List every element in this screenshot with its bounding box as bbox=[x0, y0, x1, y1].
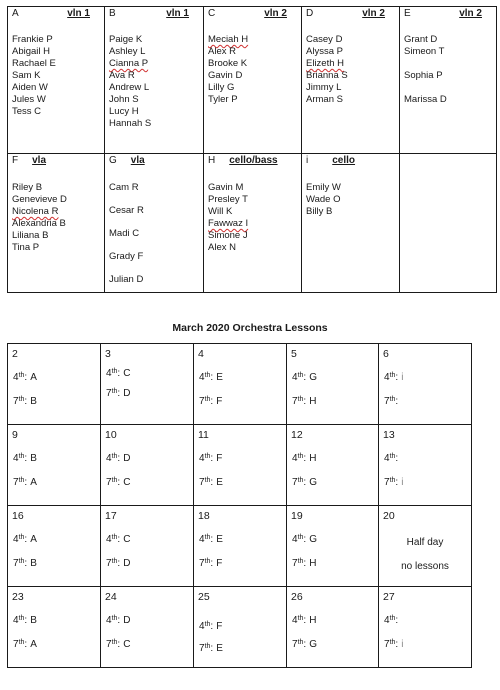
period-group: A bbox=[30, 534, 37, 545]
member-name: Gavin D bbox=[208, 70, 243, 81]
member-name: Tess C bbox=[12, 106, 42, 117]
ordinal-suffix: th bbox=[389, 372, 396, 379]
period-number: 7 bbox=[106, 639, 112, 650]
period-7-slot: 7th: G bbox=[292, 477, 317, 488]
group-instrument: vln 2 bbox=[362, 8, 385, 19]
no-lessons-note-line: no lessons bbox=[401, 561, 449, 572]
group-cell-d bbox=[302, 7, 400, 154]
group-cell-h bbox=[204, 154, 302, 293]
calendar-day-cell bbox=[101, 587, 194, 668]
no-lessons-note-line: Half day bbox=[406, 537, 444, 548]
group-instrument: vla bbox=[32, 155, 47, 166]
member-name: Alex N bbox=[208, 242, 236, 253]
period-number: 7 bbox=[13, 396, 19, 407]
group-header bbox=[302, 154, 399, 168]
group-instrument: cello/bass bbox=[229, 155, 278, 166]
ordinal-suffix: th bbox=[389, 477, 396, 484]
period-group: H bbox=[309, 396, 317, 407]
period-number: 4 bbox=[292, 615, 298, 626]
day-number: 26 bbox=[291, 591, 303, 603]
member-name: Jules W bbox=[12, 94, 46, 105]
day-number: 25 bbox=[198, 591, 210, 603]
period-number: 7 bbox=[292, 396, 298, 407]
member-name: Tyler P bbox=[208, 94, 238, 105]
calendar-day-cell bbox=[287, 587, 379, 668]
group-cell-a bbox=[8, 7, 105, 154]
day-number: 4 bbox=[198, 348, 204, 360]
period-group: D bbox=[123, 388, 131, 399]
day-number: 10 bbox=[105, 429, 117, 441]
period-number: 4 bbox=[106, 368, 112, 379]
member-name: Sam K bbox=[12, 70, 41, 81]
period-7-slot: 7th: E bbox=[199, 643, 223, 654]
period-number: 7 bbox=[384, 639, 390, 650]
period-group: G bbox=[309, 477, 317, 488]
period-group: E bbox=[216, 372, 223, 383]
ordinal-suffix: th bbox=[111, 477, 118, 484]
day-number: 17 bbox=[105, 510, 117, 522]
group-letter: D bbox=[306, 8, 314, 19]
lesson-groups-table bbox=[7, 6, 497, 293]
period-number: 7 bbox=[384, 477, 390, 488]
ordinal-suffix: th bbox=[297, 639, 304, 646]
ordinal-suffix: th bbox=[204, 477, 211, 484]
day-number: 2 bbox=[12, 348, 18, 360]
ordinal-suffix: th bbox=[111, 388, 118, 395]
ordinal-suffix: th bbox=[18, 615, 25, 622]
day-number: 19 bbox=[291, 510, 303, 522]
calendar-day-cell bbox=[8, 506, 101, 587]
period-group: B bbox=[30, 615, 37, 626]
period-4-slot: 4th: A bbox=[13, 372, 37, 383]
group-instrument: vla bbox=[130, 155, 145, 166]
member-name: Casey D bbox=[306, 34, 343, 45]
day-number: 9 bbox=[12, 429, 18, 441]
period-4-slot: 4th: B bbox=[13, 453, 37, 464]
period-group: B bbox=[30, 453, 37, 464]
member-name: Alexandria B bbox=[12, 218, 66, 229]
member-name: Liliana B bbox=[12, 230, 49, 241]
member-name: Paige K bbox=[109, 34, 143, 45]
period-number: 7 bbox=[199, 643, 205, 654]
period-group: E bbox=[216, 643, 223, 654]
ordinal-suffix: th bbox=[18, 453, 25, 460]
member-name: Elizeth H bbox=[306, 58, 345, 69]
calendar-day-cell bbox=[194, 344, 287, 425]
member-name: Ava R bbox=[109, 70, 135, 81]
period-number: 7 bbox=[199, 558, 205, 569]
calendar-day-cell bbox=[194, 506, 287, 587]
ordinal-suffix: th bbox=[111, 615, 118, 622]
group-letter: A bbox=[12, 8, 19, 19]
period-7-slot: 7th: B bbox=[13, 558, 37, 569]
ordinal-suffix: th bbox=[18, 372, 25, 379]
calendar-day-cell bbox=[8, 344, 101, 425]
period-7-slot: 7th: B bbox=[13, 396, 37, 407]
member-name: Aiden W bbox=[12, 82, 48, 93]
period-number: 7 bbox=[292, 477, 298, 488]
group-members bbox=[204, 21, 301, 106]
period-number: 4 bbox=[13, 372, 19, 383]
period-group: H bbox=[309, 558, 317, 569]
day-number: 12 bbox=[291, 429, 303, 441]
period-7-slot: 7th: D bbox=[106, 558, 131, 569]
ordinal-suffix: th bbox=[18, 396, 25, 403]
group-instrument: cello bbox=[332, 155, 356, 166]
calendar-day-cell bbox=[194, 587, 287, 668]
period-7-slot: 7th: C bbox=[106, 639, 131, 650]
member-name: Madi C bbox=[109, 228, 140, 239]
member-name: Arman S bbox=[306, 94, 343, 105]
period-group: G bbox=[309, 534, 317, 545]
member-name: Alex R bbox=[208, 46, 236, 57]
ordinal-suffix: th bbox=[297, 534, 304, 541]
period-number: 7 bbox=[106, 477, 112, 488]
member-name: Andrew L bbox=[109, 82, 150, 93]
group-header bbox=[8, 7, 104, 21]
member-name: Marissa D bbox=[404, 94, 447, 105]
group-members bbox=[400, 21, 496, 106]
ordinal-suffix: th bbox=[204, 396, 211, 403]
period-group: C bbox=[123, 534, 131, 545]
period-4-slot: 4th: D bbox=[106, 615, 131, 626]
period-4-slot: 4th: C bbox=[106, 368, 131, 379]
group-members bbox=[8, 168, 104, 254]
group-cell-f bbox=[8, 154, 105, 293]
day-number: 3 bbox=[105, 348, 111, 360]
group-letter: i bbox=[306, 155, 309, 166]
group-cell-empty bbox=[400, 154, 497, 293]
member-name: Tina P bbox=[12, 242, 40, 253]
group-members bbox=[8, 21, 104, 118]
ordinal-suffix: th bbox=[204, 643, 211, 650]
period-number: 4 bbox=[199, 453, 205, 464]
period-group: F bbox=[216, 558, 223, 569]
period-group: F bbox=[216, 396, 223, 407]
calendar-day-cell bbox=[101, 506, 194, 587]
calendar-day-cell bbox=[8, 587, 101, 668]
ordinal-suffix: th bbox=[18, 639, 25, 646]
period-number: 4 bbox=[199, 621, 205, 632]
member-name: Billy B bbox=[306, 206, 333, 217]
period-group: A bbox=[30, 477, 37, 488]
period-4-slot: 4th: B bbox=[13, 615, 37, 626]
groups-row-violin bbox=[8, 7, 497, 154]
period-number: 4 bbox=[292, 534, 298, 545]
group-header bbox=[400, 7, 496, 21]
calendar-week bbox=[8, 506, 472, 587]
group-cell-c bbox=[204, 7, 302, 154]
member-name: Rachael E bbox=[12, 58, 56, 69]
ordinal-suffix: th bbox=[111, 558, 118, 565]
period-group: D bbox=[123, 558, 131, 569]
member-name: Grady F bbox=[109, 251, 144, 262]
day-number: 20 bbox=[383, 510, 395, 522]
member-name: Lucy H bbox=[109, 106, 139, 117]
day-number: 6 bbox=[383, 348, 389, 360]
period-number: 7 bbox=[106, 388, 112, 399]
calendar-week bbox=[8, 425, 472, 506]
period-7-slot: 7th: A bbox=[13, 639, 37, 650]
group-letter: F bbox=[12, 155, 19, 166]
period-number: 4 bbox=[384, 453, 390, 464]
period-number: 7 bbox=[13, 477, 19, 488]
calendar-day-cell bbox=[287, 506, 379, 587]
member-name: Frankie P bbox=[12, 34, 53, 45]
ordinal-suffix: th bbox=[111, 534, 118, 541]
group-members bbox=[302, 168, 399, 218]
period-number: 7 bbox=[292, 639, 298, 650]
calendar-week bbox=[8, 344, 472, 425]
period-4-slot: 4th: G bbox=[292, 534, 317, 545]
period-number: 4 bbox=[292, 453, 298, 464]
group-letter: G bbox=[109, 155, 117, 166]
calendar-week bbox=[8, 587, 472, 668]
period-number: 4 bbox=[384, 615, 390, 626]
member-name: Brooke K bbox=[208, 58, 248, 69]
member-name: Meciah H bbox=[208, 34, 249, 45]
period-7-slot: 7th: i bbox=[384, 639, 404, 650]
period-number: 4 bbox=[199, 534, 205, 545]
group-header bbox=[204, 154, 301, 168]
period-group: C bbox=[123, 477, 131, 488]
period-7-slot: 7th: A bbox=[13, 477, 37, 488]
ordinal-suffix: th bbox=[204, 621, 211, 628]
ordinal-suffix: th bbox=[297, 372, 304, 379]
day-number: 11 bbox=[198, 429, 209, 441]
period-group: A bbox=[30, 372, 37, 383]
period-number: 7 bbox=[13, 558, 19, 569]
group-cell-e bbox=[400, 7, 497, 154]
day-number: 5 bbox=[291, 348, 297, 360]
period-group: C bbox=[123, 639, 131, 650]
member-name: Fawwaz I bbox=[208, 218, 249, 229]
group-cell-b bbox=[105, 7, 204, 154]
period-number: 4 bbox=[292, 372, 298, 383]
period-4-slot: 4th: H bbox=[292, 615, 317, 626]
calendar-day-cell bbox=[379, 344, 472, 425]
period-7-slot: 7th: H bbox=[292, 558, 317, 569]
groups-row-low-strings bbox=[8, 154, 497, 293]
group-letter: H bbox=[208, 155, 216, 166]
calendar-day-cell bbox=[8, 425, 101, 506]
member-name: Simeon T bbox=[404, 46, 445, 57]
group-letter: E bbox=[404, 8, 411, 19]
period-group: A bbox=[30, 639, 37, 650]
period-number: 4 bbox=[199, 372, 205, 383]
member-name: Simone J bbox=[208, 230, 248, 241]
day-number: 16 bbox=[12, 510, 24, 522]
ordinal-suffix: th bbox=[18, 558, 25, 565]
day-number: 13 bbox=[383, 429, 395, 441]
member-name: Cam R bbox=[109, 182, 139, 193]
period-group: H bbox=[309, 453, 317, 464]
group-header bbox=[105, 154, 203, 168]
period-7-slot: 7th: i bbox=[384, 477, 404, 488]
group-instrument: vln 1 bbox=[67, 8, 90, 19]
calendar-day-cell bbox=[287, 425, 379, 506]
member-name: Abigail H bbox=[12, 46, 51, 57]
group-members bbox=[204, 168, 301, 254]
ordinal-suffix: th bbox=[111, 368, 118, 375]
group-members bbox=[105, 21, 203, 130]
period-7-slot: 7th: C bbox=[106, 477, 131, 488]
period-group: G bbox=[309, 639, 317, 650]
period-4-slot: 4th: E bbox=[199, 534, 223, 545]
group-instrument: vln 1 bbox=[166, 8, 189, 19]
member-name: Brianna S bbox=[306, 70, 348, 81]
period-number: 4 bbox=[106, 453, 112, 464]
ordinal-suffix: th bbox=[389, 639, 396, 646]
group-members bbox=[105, 168, 203, 291]
member-name: Will K bbox=[208, 206, 233, 217]
period-group: i bbox=[401, 639, 404, 650]
calendar-day-cell bbox=[379, 506, 472, 587]
period-group: E bbox=[216, 477, 223, 488]
member-name: Cesar R bbox=[109, 205, 144, 216]
calendar-day-cell bbox=[379, 425, 472, 506]
day-number: 27 bbox=[383, 591, 395, 603]
period-number: 4 bbox=[13, 453, 19, 464]
period-4-slot: 4th: F bbox=[199, 453, 223, 464]
group-header bbox=[105, 7, 203, 21]
ordinal-suffix: th bbox=[297, 477, 304, 484]
period-7-slot: 7th: F bbox=[199, 558, 223, 569]
member-name: Lilly G bbox=[208, 82, 235, 93]
ordinal-suffix: th bbox=[297, 453, 304, 460]
group-instrument: vln 2 bbox=[264, 8, 287, 19]
period-number: 4 bbox=[384, 372, 390, 383]
group-header bbox=[8, 154, 104, 168]
member-name: Grant D bbox=[404, 34, 438, 45]
ordinal-suffix: th bbox=[18, 534, 25, 541]
member-name: Alyssa P bbox=[306, 46, 343, 57]
period-7-slot: 7th: H bbox=[292, 396, 317, 407]
ordinal-suffix: th bbox=[18, 477, 25, 484]
calendar-day-cell bbox=[379, 587, 472, 668]
period-7-slot: 7th: G bbox=[292, 639, 317, 650]
period-number: 4 bbox=[106, 534, 112, 545]
period-number: 4 bbox=[106, 615, 112, 626]
ordinal-suffix: th bbox=[111, 639, 118, 646]
group-cell-i bbox=[302, 154, 400, 293]
period-number: 4 bbox=[13, 615, 19, 626]
calendar-day-cell bbox=[287, 344, 379, 425]
period-4-slot: 4th: i bbox=[384, 372, 404, 383]
member-name: Riley B bbox=[12, 182, 43, 193]
group-instrument: vln 2 bbox=[459, 8, 482, 19]
member-name: Ashley L bbox=[109, 46, 146, 57]
calendar-day-cell bbox=[194, 425, 287, 506]
period-4-slot: 4th: E bbox=[199, 372, 223, 383]
period-number: 7 bbox=[384, 396, 390, 407]
period-4-slot: 4th: C bbox=[106, 534, 131, 545]
period-4-slot: 4th: bbox=[384, 615, 399, 626]
day-number: 18 bbox=[198, 510, 210, 522]
group-letter: B bbox=[109, 8, 116, 19]
period-group: B bbox=[30, 396, 37, 407]
period-number: 4 bbox=[13, 534, 19, 545]
ordinal-suffix: th bbox=[204, 534, 211, 541]
ordinal-suffix: th bbox=[204, 558, 211, 565]
period-number: 7 bbox=[199, 396, 205, 407]
period-4-slot: 4th: F bbox=[199, 621, 223, 632]
group-cell-g bbox=[105, 154, 204, 293]
ordinal-suffix: th bbox=[111, 453, 118, 460]
period-group: i bbox=[401, 477, 404, 488]
group-letter: C bbox=[208, 8, 216, 19]
ordinal-suffix: th bbox=[297, 396, 304, 403]
period-number: 7 bbox=[292, 558, 298, 569]
calendar-day-cell bbox=[101, 425, 194, 506]
member-name: Julian D bbox=[109, 274, 144, 285]
member-name: Genevieve D bbox=[12, 194, 67, 205]
member-name: Gavin M bbox=[208, 182, 244, 193]
period-group: F bbox=[216, 621, 223, 632]
member-name: John S bbox=[109, 94, 139, 105]
member-name: Presley T bbox=[208, 194, 248, 205]
lesson-calendar bbox=[7, 343, 472, 668]
period-group: G bbox=[309, 372, 317, 383]
day-number: 23 bbox=[12, 591, 24, 603]
period-7-slot: 7th: bbox=[384, 396, 399, 407]
ordinal-suffix: th bbox=[204, 372, 211, 379]
member-name: Emily W bbox=[306, 182, 341, 193]
period-4-slot: 4th: A bbox=[13, 534, 37, 545]
member-name: Jimmy L bbox=[306, 82, 342, 93]
period-group: E bbox=[216, 534, 223, 545]
member-name: Wade O bbox=[306, 194, 341, 205]
period-4-slot: 4th: G bbox=[292, 372, 317, 383]
ordinal-suffix: th bbox=[297, 558, 304, 565]
period-4-slot: 4th: D bbox=[106, 453, 131, 464]
ordinal-suffix: th bbox=[389, 396, 396, 403]
period-group: i bbox=[401, 372, 404, 383]
member-name: Hannah S bbox=[109, 118, 152, 129]
member-name: Cianna P bbox=[109, 58, 149, 69]
period-group: F bbox=[216, 453, 223, 464]
period-group: H bbox=[309, 615, 317, 626]
period-group: D bbox=[123, 453, 131, 464]
member-name: Nicolena R bbox=[12, 206, 59, 217]
period-group: C bbox=[123, 368, 131, 379]
group-members bbox=[302, 21, 399, 106]
ordinal-suffix: th bbox=[297, 615, 304, 622]
period-7-slot: 7th: E bbox=[199, 477, 223, 488]
period-group: D bbox=[123, 615, 131, 626]
period-4-slot: 4th: H bbox=[292, 453, 317, 464]
period-number: 7 bbox=[106, 558, 112, 569]
ordinal-suffix: th bbox=[389, 615, 396, 622]
calendar-title: March 2020 Orchestra Lessons bbox=[172, 322, 328, 334]
ordinal-suffix: th bbox=[204, 453, 211, 460]
calendar-day-cell bbox=[101, 344, 194, 425]
period-number: 7 bbox=[199, 477, 205, 488]
group-header bbox=[302, 7, 399, 21]
period-7-slot: 7th: D bbox=[106, 388, 131, 399]
period-group: B bbox=[30, 558, 37, 569]
ordinal-suffix: th bbox=[389, 453, 396, 460]
period-4-slot: 4th: bbox=[384, 453, 399, 464]
period-7-slot: 7th: F bbox=[199, 396, 223, 407]
day-number: 24 bbox=[105, 591, 117, 603]
member-name: Sophia P bbox=[404, 70, 443, 81]
period-number: 7 bbox=[13, 639, 19, 650]
group-header bbox=[204, 7, 301, 21]
